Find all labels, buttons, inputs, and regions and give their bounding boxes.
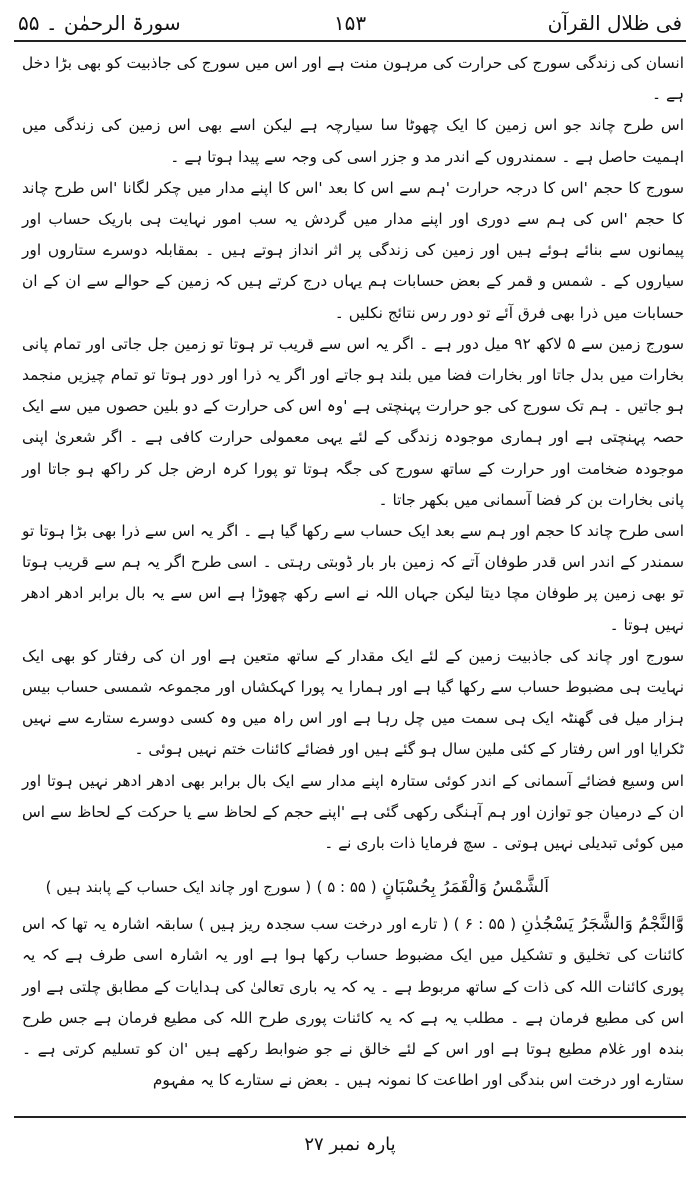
inline-verse-translation: ( تارے اور درخت سب سجدہ ریز ہیں ) bbox=[198, 915, 449, 934]
paragraph: اس وسیع فضائے آسمانی کے اندر کوئی ستارہ اپنے مدار سے ایک بال برابر بھی ادھر ادھر نہیں ہوتا اور ان کے درمیان جو توازن اور ہم آہنگی رکھی گئی ہے 'اپنے حجم کے لحاظ سے یا حرکت کے لحاظ سے اس میں کوئی تبدیلی نہیں ہوتی ۔ سچ فرمایا ذات باری نے ۔ bbox=[22, 771, 684, 853]
paragraph bbox=[22, 909, 684, 1096]
paragraph: سورج اور چاند کی جاذبیت زمین کے لئے ایک مقدار کے ساتھ متعین ہے اور ان کی رفتار کو بھی ایک نہایت ہی مضبوط حساب سے رکھا گیا ہے اور ہمارا یہ پورا کہکشاں اور مجموعہ شمسی حساب بیس ہزار میل فی گھنٹہ ایک ہی سمت میں چل رہا ہے اور اس راہ میں وہ کسی دوسرے ستارے سے نہیں ٹکرایا اور اس رفتار کے کئی ملین سال ہو گئے ہیں اور فضائے کائنات ختم نہیں ہوئی ۔ bbox=[22, 646, 684, 759]
paragraph-text: سابقہ اشارہ یہ تھا کہ اس کائنات کی تخلیق و تشکیل میں ایک مضبوط حساب رکھا ہوا ہے اور یہ اشارہ اسی طرف ہے کہ یہ پوری کائنات اللہ کی ذات کے ساتھ مربوط ہے ۔ یہ کہ یہ باری تعالیٰ کی ہدایات کے مطابق چلتی ہے اور اس کی مطیع فرمان ہے ۔ مطلب یہ ہے کہ یہ کائنات پوری طرح اللہ کی مطیع فرمان ہے جس طرح بندہ اور غلام مطیع ہوتا ہے اور اس کے لئے خالق نے جو ضوابط رکھے ہیں 'ان کو تسلیم کرتی ہے ۔ ستارے اور درخت اس بندگی اور اطاعت کا نمونہ ہیں ۔ بعض نے ستارے کا یہ مفہوم bbox=[22, 915, 684, 1090]
inline-verse-reference: ( ۵۵ : ۶ ) bbox=[453, 915, 517, 934]
page-header bbox=[18, 8, 682, 38]
verse-arabic: اَلشَّمْسُ وَالْقَمَرُ بِحُسْبَانٍ bbox=[382, 877, 549, 898]
page-body bbox=[22, 48, 684, 1097]
paragraph: سورج زمین سے ۵ لاکھ ۹۲ میل دور ہے ۔ اگر یہ اس سے قریب تر ہوتا تو زمین جل جاتی اور تمام پانی بخارات میں بدل جاتا اور بخارات فضا میں بلند ہو جاتے اور اگر یہ ذرا اور دور ہوتا تو تمام چیزیں منجمد ہو جاتیں ۔ ہم تک سورج کی جو حرارت پہنچتی ہے 'وہ اس کی حرارت کے دو بلین حصوں میں سے ایک حصہ پہنچتی ہے اور ہماری موجودہ زندگی کے لئے یہی معمولی حرارت کافی ہے ۔ اگر شعریٰ اپنی موجودہ ضخامت اور حرارت کے ساتھ سورج کی جگہ ہوتا تو پورا کرہ ارض جل کر راکھ ہو جاتا اور پانی بخارات بن کر فضا آسمانی میں بکھر جاتا ۔ bbox=[22, 334, 684, 509]
paragraph: انسان کی زندگی سورج کی حرارت کی مرہون منت ہے اور اس میں سورج کی جاذبیت کو بھی بڑا دخل ہے ۔ bbox=[22, 54, 684, 104]
paragraph: اسی طرح چاند کا حجم اور ہم سے بعد ایک حساب سے رکھا گیا ہے ۔ اگر یہ اس سے ذرا بھی بڑا ہوتا تو سمندر کے اندر اس قدر طوفان آتے کہ زمین بار بار ڈوبتی رہتی ۔ اسی طرح اگر یہ ہم سے قریب ہوتا تو بھی زمین پر طوفان مچا دیتا لیکن جہاں اللہ نے اسے رکھ چھوڑا ہے اس سے یہ بال برابر ادھر ادھر نہیں ہوتا ۔ bbox=[22, 522, 684, 634]
footer-divider bbox=[14, 1116, 686, 1118]
verse-translation: ( سورج اور چاند ایک حساب کے پابند ہیں ) bbox=[45, 878, 312, 897]
paragraph: اس طرح چاند جو اس زمین کا ایک چھوٹا سا سیارچہ ہے لیکن اسے بھی اس زمین کی زندگی میں اہمیت حاصل ہے ۔ سمندروں کے اندر مد و جزر اسی کی وجہ سے پیدا ہوتا ہے ۔ bbox=[22, 116, 684, 166]
header-divider bbox=[14, 40, 686, 42]
page-number: ۱۵۳ bbox=[333, 11, 367, 35]
para-number-footer: پارہ نمبر ۲۷ bbox=[304, 1134, 396, 1155]
verse-reference: ( ۵۵ : ۵ ) bbox=[316, 878, 377, 897]
paragraph: سورج کا حجم 'اس کا درجہ حرارت 'ہم سے اس کا بعد 'اس کا اپنے مدار میں چکر لگانا 'اس طرح چاند کا حجم 'اس کی ہم سے دوری اور اپنے مدار میں گردش یہ سب امور نہایت ہی باریک حساب اور پیمانوں سے بنائے ہوئے ہیں اور زمین کی زندگی پر اثر انداز ہوتے ہیں ۔ بمقابلہ دوسرے ستاروں اور سیاروں کے ۔ شمس و قمر کے بعض حسابات ہم یہاں درج کرتے ہیں کہ زمین کے حوالے سے ان کے ان حسابات میں ذرا بھی فرق آئے تو دور رس نتائج نکلیں ۔ bbox=[22, 178, 684, 322]
inline-verse-arabic: وَّالنَّجْمُ وَالشَّجَرُ يَسْجُدٰنِ bbox=[521, 914, 684, 935]
quran-verse bbox=[22, 865, 684, 909]
surah-title: سورۃ الرحمٰن ۔ ۵۵ bbox=[18, 11, 181, 35]
book-title: فی ظلال القرآن bbox=[547, 11, 682, 35]
